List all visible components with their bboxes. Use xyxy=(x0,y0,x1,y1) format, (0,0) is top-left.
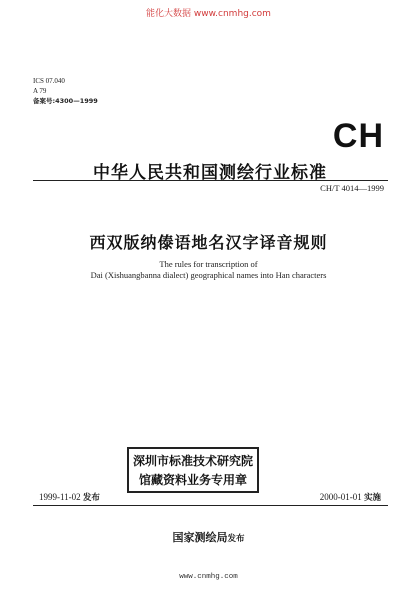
classification-code: A 79 xyxy=(33,87,47,95)
document-title-cn: 西双版纳傣语地名汉字译音规则 xyxy=(89,233,328,252)
standard-title: 中华人民共和国测绘行业标准 xyxy=(93,163,327,183)
footer-watermark: www.cnmhg.com xyxy=(179,573,238,581)
standard-code: CH/T 4014—1999 xyxy=(320,183,384,193)
document-title-en-line1: The rules for transcription of xyxy=(159,259,258,269)
title-rule xyxy=(33,180,388,181)
stamp-line2: 馆藏资料业务专用章 xyxy=(138,473,247,487)
category-code: CH xyxy=(332,117,384,155)
issue-date: 1999-11-02 xyxy=(39,492,81,502)
publisher-name: 国家测绘局 xyxy=(172,531,228,544)
impl-label: 实施 xyxy=(363,493,381,503)
stamp-line1: 深圳市标准技术研究院 xyxy=(132,454,253,468)
library-stamp xyxy=(127,447,259,493)
footer-rule xyxy=(33,505,388,506)
header-watermark: 能化大数据 www.cnmhg.com xyxy=(146,9,271,19)
publisher xyxy=(0,529,417,545)
document-title-en-line2: Dai (Xishuangbanna dialect) geographical names into Han characters xyxy=(90,270,327,280)
record-number: 备案号:4300—1999 xyxy=(33,97,98,105)
publisher-suffix: 发布 xyxy=(227,534,245,544)
issue-date-block xyxy=(39,491,100,503)
ics-code: ICS 07.040 xyxy=(33,77,65,85)
impl-date-block xyxy=(320,491,381,503)
issue-label: 发布 xyxy=(82,493,100,503)
impl-date: 2000-01-01 xyxy=(319,492,362,502)
